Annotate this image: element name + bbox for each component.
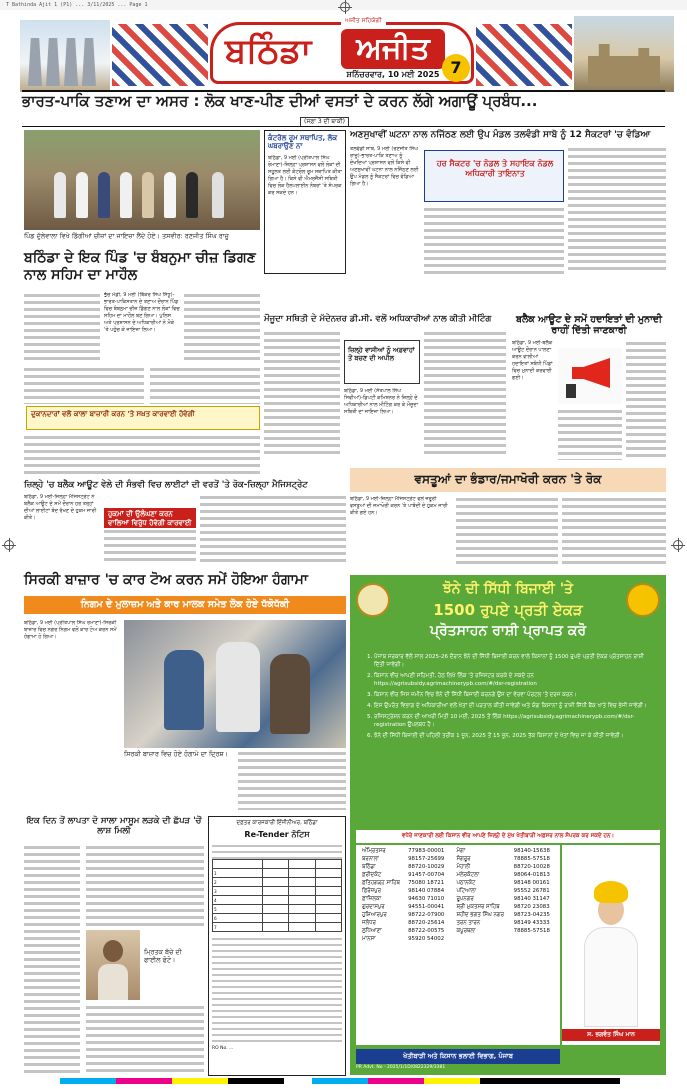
sectors-body: ਤਲਵੰਡੀ ਸਾਬੋ, 9 ਮਈ (ਰਣਜੀਤ ਸਿੰਘ ਰਾਜੂ)-ਭਾਰਤ-ਪਾਕਿ ਤਣਾਅ ਨੂੰ ਦੇਖਦਿਆਂ ਪ੍ਰਸ਼ਾਸਨ ਵਲੋਂ ਕਿਸੇ ਵੀ ਅਣਸੁਖਾਵੀਂ ਘਟਨਾ ਨਾਲ ਨਜਿੱਠਣ ਲਈ ਉਪ ਮੰਡਲ ਨੂੰ ਸੈਕਟਰਾਂ ਵਿਚ ਵੰਡਿਆ ਗਿਆ ਹੈ। [350, 146, 419, 187]
hoarding-body-col2 [456, 496, 558, 564]
chief-minister-portrait [562, 845, 660, 1045]
contact-row [360, 935, 556, 943]
village-photo-caption: ਪਿੰਡ ਦੁੱਲੇਵਾਲਾ ਵਿਖੇ ਡਿੱਗੀਆਂ ਚੀਜ਼ਾਂ ਦਾ ਜਾਇਜ਼ਾ ਲੈਂਦੇ ਹੋਏ। ਤਸਵੀਰ: ਰਣਜੀਤ ਸਿੰਘ ਰਾਜੂ [24, 232, 229, 240]
newspaper-logo [210, 17, 474, 84]
sectors-pull-quote-box [424, 150, 564, 202]
contact-row [360, 895, 556, 903]
district-name: ਫ਼ਰੀਦਕੋਟ [362, 871, 382, 878]
district-name: ਮੋਗਾ [456, 847, 466, 854]
ad-note: ਵਧੇਰੇ ਜਾਣਕਾਰੀ ਲਈ ਕਿਸਾਨ ਵੀਰ ਆਪਣੇ ਜ਼ਿਲ੍ਹੇ ਦੇ ਮੁੱਖ ਖੇਤੀਬਾੜੀ ਅਫ਼ਸਰ ਨਾਲ ਸੰਪਰਕ ਕਰ ਸਕਦੇ ਹਨ। [356, 830, 660, 843]
district-name: ਫ਼ਾਜ਼ਿਲਕਾ [362, 895, 382, 902]
shopkeeper-warning-text: ਦੁਕਾਨਦਾਰਾਂ ਵਲੋਂ ਕਾਲਾ ਬਾਜ਼ਾਰੀ ਕਰਨ 'ਤੇ ਸਖ਼ਤ ਕਾਰਵਾਈ ਹੋਵੇਗੀ [31, 410, 195, 418]
hoarding-body: ਬਠਿੰਡਾ, 9 ਮਈ-ਜ਼ਿਲ੍ਹਾ ਮੈਜਿਸਟ੍ਰੇਟ ਵਲੋਂ ਜ਼ਰੂਰੀ ਵਸਤੂਆਂ ਦੀ ਜਮਾਖੋਰੀ ਕਰਨ 'ਤੇ ਪਾਬੰਦੀ ਦੇ ਹੁਕਮ ਜਾਰੀ ਕੀਤੇ ਗਏ ਹਨ। [350, 496, 448, 516]
tender-terms-text [212, 936, 342, 1046]
district-name: ਪਠਾਨਕੋਟ [456, 879, 476, 886]
blackout-body: ਬਠਿੰਡਾ, 9 ਮਈ-ਬਲੈਕ ਆਊਟ ਦੌਰਾਨ ਪਾਲਣਾ ਕਰਨ ਵਾਲੀਆਂ ਹਦਾਇਤਾਂ ਸਬੰਧੀ ਪਿੰਡਾਂ ਵਿਚ ਮੁਨਾਦੀ ਕਰਵਾਈ ਗਈ। [512, 340, 553, 381]
district-name: ਕਪੂਰਥਲਾ [456, 927, 476, 934]
bazaar-scuffle-photo [124, 620, 346, 748]
district-phone: 88720-10028 [513, 864, 550, 870]
bazaar-body-col3 [238, 750, 346, 810]
ad-title-line2: 1500 ਰੁਪਏ ਪ੍ਰਤੀ ਏਕੜ [433, 601, 583, 619]
lead-headline: ਭਾਰਤ-ਪਾਕਿ ਤਣਾਅ ਦਾ ਅਸਰ : ਲੋਕ ਖਾਣ-ਪੀਣ ਦੀਆਂ ਵਸਤਾਂ ਦੇ ਕਰਨ ਲੱਗੇ ਅਗਾਊਂ ਪ੍ਰਬੰਧ... [22, 92, 538, 110]
village-body-col4 [24, 366, 144, 404]
contact-row [360, 863, 556, 871]
hoarding-banner [350, 468, 666, 492]
district-phone: 78885-57518 [513, 928, 550, 934]
city-name: ਬਠਿੰਡਾ [225, 31, 312, 71]
sectors-body-col2 [424, 206, 564, 274]
control-room-headline: ਕੰਟਰੋਲ ਰੂਮ ਸਥਾਪਿਤ, ਲੋਕ ਘਬਰਾਉਣ ਨਾ [268, 134, 338, 151]
lights-ban-body: ਬਠਿੰਡਾ, 9 ਮਈ-ਜ਼ਿਲ੍ਹਾ ਮੈਜਿਸਟ੍ਰੇਟ ਨੇ ਬਲੈਕ ਆਊਟ ਦੇ ਸਮੇਂ ਦੌਰਾਨ ਹਰ ਤਰ੍ਹਾਂ ਦੀਆਂ ਲਾਈਟਾਂ ਬੰਦ ਰੱਖਣ ਦੇ ਹੁਕਮ ਜਾਰੀ ਕੀਤੇ। [24, 494, 97, 521]
contact-row [360, 927, 556, 935]
dc-meeting-col1 [264, 330, 340, 454]
page-number: 7 [442, 54, 470, 82]
control-room-body: ਬਠਿੰਡਾ, 9 ਮਈ (ਪ੍ਰੀਤਪਾਲ ਸਿੰਘ ਰੋਮਾਣਾ)-ਜ਼ਿਲ੍ਹਾ ਪ੍ਰਸ਼ਾਸਨ ਵਲੋਂ ਲੋਕਾਂ ਦੀ ਸਹੂਲਤ ਲਈ ਕੰਟਰੋਲ ਰੂਮ ਸਥਾਪਿਤ ਕੀਤਾ ਗਿਆ ਹੈ। ਕਿਸੇ ਵੀ ਐਮਰਜੈਂਸੀ ਸਥਿਤੀ ਵਿਚ ਲੋਕ ਹੈਲਪਲਾਈਨ ਨੰਬਰਾਂ 'ਤੇ ਸੰਪਰਕ ਕਰ ਸਕਦੇ ਹਨ। [268, 155, 342, 196]
district-name: ਫ਼ਤਿਹਗੜ੍ਹ ਸਾਹਿਬ [362, 879, 400, 886]
district-phone: 75080 18721 [408, 880, 445, 886]
dc-meeting-headline: ਮੌਜੂਦਾ ਸਥਿਤੀ ਦੇ ਮੱਦੇਨਜ਼ਰ ਡੀ.ਸੀ. ਵਲੋਂ ਅਧਿਕਾਰੀਆਂ ਨਾਲ ਕੀਤੀ ਮੀਟਿੰਗ [264, 314, 492, 324]
village-body: ਭੁੱਚੋ ਮੰਡੀ, 9 ਮਈ (ਬਿੱਕਰ ਸਿੰਘ ਸਿੱਧੂ)-ਭਾਰਤ-ਪਾਕਿਸਤਾਨ ਦੇ ਤਣਾਅ ਦੌਰਾਨ ਪਿੰਡ ਵਿਚ ਬੰਬਨੁਮਾ ਚੀਜ਼ ਡਿੱਗਣ ਨਾਲ ਲੋਕਾਂ ਵਿਚ ਸਹਿਮ ਦਾ ਮਾਹੌਲ ਬਣ ਗਿਆ। ਪੁਲਿਸ ਅਤੇ ਪ੍ਰਸ਼ਾਸਨ ਦੇ ਅਧਿਕਾਰੀਆਂ ਨੇ ਮੌਕੇ 'ਤੇ ਪਹੁੰਚ ਕੇ ਜਾਇਜ਼ਾ ਲਿਆ। [104, 292, 180, 333]
lights-ban-col3 [200, 494, 346, 564]
missing-child-col3 [86, 1004, 204, 1074]
district-phone: 95920 54002 [408, 936, 445, 942]
blackout-body-col2 [558, 408, 622, 460]
district-phone: 98149 43333 [513, 920, 550, 926]
lights-ban-red-label: ਹੁਕਮਾਂ ਦੀ ਉਲੰਘਣਾ ਕਰਨ ਵਾਲਿਆਂ ਵਿਰੁੱਧ ਹੋਵੇਗੀ ਕਾਰਵਾਈ [104, 508, 196, 530]
district-name: ਸ਼ਹੀਦ ਭਗਤ ਸਿੰਘ ਨਗਰ [456, 911, 504, 918]
dc-meeting-box-text: ਜ਼ਿਲ੍ਹੇ ਵਾਸੀਆਂ ਨੂੰ ਅਫ਼ਵਾਹਾਂ ਤੋਂ ਬਚਣ ਦੀ ਅਪੀਲ [348, 346, 415, 362]
tender-row-no: 2 [213, 878, 263, 887]
ad-title-line3: ਪ੍ਰੋਤਸਾਹਨ ਰਾਸ਼ੀ ਪ੍ਰਾਪਤ ਕਰੋ [429, 623, 587, 639]
ad-point: 5. ਰਜਿਸਟ੍ਰੇਸ਼ਨ ਕਰਨ ਦੀ ਆਖਰੀ ਮਿਤੀ 10 ਮਈ, 2025 ਤੋਂ ਲਿੰਕ https://agrisubsidy.agrimachinerypb.com/#/dsr-registration ਉਪਲਬਧ ਹੈ। [374, 713, 656, 729]
tender-table [212, 859, 342, 932]
tender-intro-text [212, 843, 342, 859]
loudspeaker-photo [558, 348, 622, 404]
tender-row-no: 6 [213, 914, 263, 923]
district-contacts [356, 845, 560, 1045]
ad-points-list [364, 653, 656, 743]
district-name: ਸ਼੍ਰੀ ਮੁਕਤਸਰ ਸਾਹਿਬ [456, 903, 500, 910]
district-phone: 77983-00001 [408, 848, 445, 854]
district-name: ਰੂਪਨਗਰ [456, 895, 474, 902]
district-phone: 98722-07900 [408, 912, 445, 918]
missing-child-col2 [86, 844, 204, 926]
registration-mark [340, 2, 350, 12]
registration-mark [4, 540, 14, 550]
district-name: ਲੁਧਿਆਣਾ [362, 927, 382, 934]
agriculture-dept-logo [626, 583, 660, 617]
phulkari-pattern-right [476, 24, 572, 86]
district-phone: 98140 07884 [408, 888, 445, 894]
ad-title-line1: ਝੋਨੇ ਦੀ ਸਿੱਧੀ ਬਿਜਾਈ 'ਤੇ [442, 581, 574, 597]
village-headline: ਬਠਿੰਡਾ ਦੇ ਇਕ ਪਿੰਡ 'ਚ ਬੰਬਨੁਮਾ ਚੀਜ਼ ਡਿਗਣ ਨਾਲ ਸਹਿਮ ਦਾ ਮਾਹੌਲ [24, 250, 256, 283]
district-phone: 98140 31147 [513, 896, 550, 902]
dc-meeting-box [344, 340, 420, 384]
tender-office: ਦਫ਼ਤਰ ਕਾਰਜਕਾਰੀ ਇੰਜੀਨੀਅਰ, ਬਠਿੰਡਾ [236, 820, 318, 826]
district-phone: 95552 26781 [513, 888, 550, 894]
district-name: ਤਰਨ ਤਾਰਨ [456, 919, 481, 926]
bazaar-photo-caption: ਸਿਰਕੀ ਬਾਜ਼ਾਰ ਵਿਚ ਹੋਏ ਹੰਗਾਮੇ ਦਾ ਦ੍ਰਿਸ਼। [124, 750, 229, 758]
district-phone: 78885-57518 [513, 856, 550, 862]
contact-row [360, 903, 556, 911]
ad-point: 1. ਪੰਜਾਬ ਸਰਕਾਰ ਵੱਲੋਂ ਸਾਲ 2025-26 ਦੌਰਾਨ ਝੋਨੇ ਦੀ ਸਿੱਧੀ ਬਿਜਾਈ ਕਰਨ ਵਾਲੇ ਕਿਸਾਨਾਂ ਨੂੰ 1500 ਰੁਪਏ ਪ੍ਰਤੀ ਏਕੜ ਪ੍ਰੋਤਸਾਹਨ ਰਾਸ਼ੀ ਦਿੱਤੀ ਜਾਵੇਗੀ। [374, 653, 656, 669]
district-phone: 98723-04235 [513, 912, 550, 918]
district-phone: 98720 23083 [513, 904, 550, 910]
missing-child-photo [86, 930, 140, 1000]
tender-row-no: 1 [213, 869, 263, 878]
district-name: ਬਰਨਾਲਾ [362, 855, 379, 862]
hoarding-body-col3 [562, 496, 666, 564]
blackout-body-col3 [626, 340, 666, 460]
district-phone: 98148 00161 [513, 880, 550, 886]
ad-department-footer: ਖੇਤੀਬਾੜੀ ਅਤੇ ਕਿਸਾਨ ਭਲਾਈ ਵਿਭਾਗ, ਪੰਜਾਬ [356, 1049, 560, 1064]
village-body-end [24, 434, 260, 474]
district-name: ਜਲੰਧਰ [362, 919, 376, 926]
district-name: ਗੁਰਦਾਸਪੁਰ [362, 903, 385, 910]
village-body-col1 [24, 292, 100, 362]
logo-tag: ਅਜੀਤ ਸਹਿਯੋਗੀ [341, 17, 386, 25]
contact-row [360, 919, 556, 927]
district-phone: 98140-15638 [513, 848, 550, 854]
dc-meeting-col3 [424, 330, 506, 454]
missing-child-col1 [24, 844, 80, 1074]
phulkari-pattern-left [112, 24, 208, 86]
contact-row [360, 855, 556, 863]
ad-point: 3. ਕਿਸਾਨ ਵੀਰ ਜਿਸ ਜ਼ਮੀਨ ਵਿਚ ਝੋਨੇ ਦੀ ਸਿੱਧੀ ਬਿਜਾਈ ਕਰਨਗੇ ਉਸ ਦਾ ਵੇਰਵਾ ਪੋਰਟਲ 'ਤੇ ਦਰਜ ਕਰਨ। [374, 691, 656, 699]
contact-row [360, 911, 556, 919]
bazaar-headline: ਸਿਰਕੀ ਬਾਜ਼ਾਰ 'ਚ ਕਾਰ ਟੋਅ ਕਰਨ ਸਮੇਂ ਹੋਇਆ ਹੰਗਾਮਾ [24, 572, 308, 588]
district-name: ਬਠਿੰਡਾ [362, 863, 376, 870]
print-file-info: T Bathinda Ajit 1 (P1) ... 3/11/2025 ... Page 1 [0, 0, 687, 10]
ad-point: 4. ਇਸ ਉਪਰੰਤ ਵਿਭਾਗ ਦੇ ਅਧਿਕਾਰੀਆਂ ਵਲੋਂ ਖੇਤਾਂ ਦੀ ਪੜਤਾਲ ਕੀਤੀ ਜਾਵੇਗੀ ਅਤੇ ਯੋਗ ਕਿਸਾਨਾਂ ਨੂੰ ਰਾਸ਼ੀ ਸਿੱਧੀ ਬੈਂਕ ਖਾਤੇ ਵਿਚ ਭੇਜੀ ਜਾਵੇਗੀ। [374, 702, 656, 710]
district-phone: 88720-10029 [408, 864, 445, 870]
brand-name: ਅਜੀਤ [341, 29, 445, 69]
district-phone: 91457-00704 [408, 872, 445, 878]
tender-ro-no: RO No. ... [212, 1046, 234, 1051]
contacts-table [360, 847, 556, 943]
dc-meeting-body: ਬਠਿੰਡਾ, 9 ਮਈ (ਸੱਤਪਾਲ ਸਿੰਘ ਸਿਵੀਆਂ)-ਡਿਪਟੀ ਕਮਿਸ਼ਨਰ ਨੇ ਜ਼ਿਲ੍ਹੇ ਦੇ ਅਧਿਕਾਰੀਆਂ ਨਾਲ ਮੀਟਿੰਗ ਕਰ ਕੇ ਮੌਜੂਦਾ ਸਥਿਤੀ ਦਾ ਜਾਇਜ਼ਾ ਲਿਆ। [344, 388, 419, 415]
ad-point: 2. ਕਿਸਾਨ ਵੀਰ ਆਪਣੀ ਸਹਿਮਤੀ, ਹੇਠ ਲਿਖੇ ਲਿੰਕ 'ਤੇ ਰਜਿਸਟਰ ਕਰਕੇ ਦੇ ਸਕਦੇ ਹਨ https://agrisubsidy.agrimachinerypb.com/#/dsr-registration [374, 672, 656, 688]
sectors-pull-quote: ਹਰ ਸੈਕਟਰ 'ਚ ਨੋਡਲ ਤੇ ਸਹਾਇਕ ਨੋਡਲ ਅਧਿਕਾਰੀ ਤਾਇਨਾਤ [436, 159, 554, 178]
tender-row-no: 4 [213, 896, 263, 905]
re-tender-notice [208, 816, 346, 1076]
contact-row [360, 871, 556, 879]
cm-name: ਸ. ਭਗਵੰਤ ਸਿੰਘ ਮਾਨ [562, 1029, 660, 1041]
village-inspection-photo [24, 130, 260, 230]
district-name: ਮਾਨਸਾ [362, 935, 376, 942]
district-phone: 88722-00575 [408, 928, 445, 934]
village-body-col3 [184, 292, 260, 362]
lights-ban-col2 [104, 528, 196, 564]
bazaar-body: ਬਠਿੰਡਾ, 9 ਮਈ (ਪ੍ਰੀਤਪਾਲ ਸਿੰਘ ਰੋਮਾਣਾ)-ਸਿਰਕੀ ਬਾਜ਼ਾਰ ਵਿਚ ਨਗਰ ਨਿਗਮ ਵਲੋਂ ਕਾਰ ਟੋਅ ਕਰਨ ਸਮੇਂ ਹੰਗਾਮਾ ਹੋ ਗਿਆ। [24, 620, 117, 640]
power-plant-photo [20, 20, 110, 92]
blackout-headline: ਬਲੈਕ ਆਊਟ ਦੇ ਸਮੇਂ ਹਦਾਇਤਾਂ ਦੀ ਮੁਨਾਦੀ ਰਾਹੀਂ ਦਿੱਤੀ ਜਾਣਕਾਰੀ [516, 314, 662, 337]
district-name: ਫ਼ਿਰੋਜ਼ਪੁਰ [362, 887, 381, 894]
district-phone: 94551-00041 [408, 904, 445, 910]
tender-row-no: 5 [213, 905, 263, 914]
district-name [450, 935, 511, 943]
punjab-govt-emblem [356, 583, 390, 617]
sectors-body-col3 [568, 146, 666, 274]
bazaar-subheadline: ਨਿਗਮ ਦੇ ਮੁਲਾਜ਼ਮ ਅਤੇ ਕਾਰ ਮਾਲਕ ਸਮੇਤ ਲੋਕ ਹੋਏ ਧੱਕੋਧੱਕੀ [24, 596, 346, 614]
tender-row-no: 7 [213, 923, 263, 932]
ad-point: 6. ਝੋਨੇ ਦੀ ਸਿੱਧੀ ਬਿਜਾਈ ਦੀ ਪਹਿਲੀ ਤਰੀਕ 1 ਜੂਨ, 2025 ਤੋਂ 15 ਜੂਨ, 2025 ਤੱਕ ਕਿਸਾਨਾਂ ਦੇ ਖੇਤਾਂ ਵਿਚ ਜਾ ਕੇ ਕੀਤੀ ਜਾਵੇਗੀ। [374, 732, 656, 740]
section-rule [22, 126, 665, 127]
district-name: ਮਲੇਰਕੋਟਲਾ [456, 871, 480, 878]
district-name: ਅੰਮ੍ਰਿਤਸਰ [362, 847, 386, 854]
district-name: ਸੰਗਰੂਰ [456, 855, 471, 862]
shopkeeper-warning-box [26, 406, 260, 430]
district-phone [512, 935, 556, 943]
edition-date: ਸ਼ਨਿੱਚਰਵਾਰ, 10 ਮਈ 2025 [346, 70, 440, 79]
hoarding-headline: ਵਸਤੂਆਂ ਦਾ ਭੰਡਾਰ/ਜਮਾਖੋਰੀ ਕਰਨ 'ਤੇ ਰੋਕ [414, 472, 602, 486]
district-name: ਮੋਹਾਲੀ [456, 863, 471, 870]
contact-row [360, 847, 556, 855]
district-name: ਪਟਿਆਲਾ [456, 887, 477, 894]
lights-ban-headline: ਜ਼ਿਲ੍ਹੇ 'ਚ ਬਲੈਕ ਆਊਟ ਵੇਲੇ ਦੀ ਸੰਭਵੀ ਵਿਚ ਲਾਈਟਾਂ ਦੀ ਵਰਤੋਂ 'ਤੇ ਰੋਕ-ਜ਼ਿਲ੍ਹਾ ਮੈਜਿਸਟ੍ਰੇਟ [24, 480, 308, 490]
tender-title: Re-Tender ਨੋਟਿਸ [244, 830, 310, 839]
cmyk-color-bar [60, 1078, 620, 1084]
district-phone: 98064-01813 [513, 872, 550, 878]
missing-child-headline: ਇਕ ਦਿਨ ਤੋਂ ਲਾਪਤਾ ਦੋ ਸਾਲਾ ਮਾਸੂਮ ਲੜਕੇ ਦੀ ਛੱਪੜ 'ਚੋਂ ਲਾਸ਼ ਮਿਲੀ [26, 816, 202, 837]
fort-photo [574, 16, 674, 92]
district-name: ਹੁਸ਼ਿਆਰਪੁਰ [362, 911, 387, 918]
control-room-box [264, 130, 346, 274]
district-phone: 94630 71010 [408, 896, 445, 902]
dsr-incentive-advertisement [350, 575, 666, 1075]
missing-child-caption: ਮ੍ਰਿਤਕ ਬੱਚੇ ਦੀ ਫਾਈਲ ਫੋਟੋ। [144, 948, 182, 965]
masthead [8, 12, 679, 92]
district-phone: 98157-25699 [408, 856, 445, 862]
district-phone: 88720-25614 [408, 920, 445, 926]
ad-ro-number: PR Advt. No - 2025/1/1D/0822329/3381 [356, 1065, 446, 1070]
contact-row [360, 887, 556, 895]
tender-row-no: 3 [213, 887, 263, 896]
sectors-headline: ਅਣਸੁਖਾਵੀਂ ਘਟਨਾ ਨਾਲ ਨਜਿੱਠਣ ਲਈ ਉਪ ਮੰਡਲ ਤਲਵੰਡੀ ਸਾਬੋ ਨੂੰ 12 ਸੈਕਟਰਾਂ 'ਚ ਵੰਡਿਆ [350, 130, 651, 140]
village-body-col5 [150, 366, 260, 404]
contact-row [360, 879, 556, 887]
registration-mark [673, 540, 683, 550]
continued-label: (ਸਫ਼ਾ 3 ਦੀ ਬਾਕੀ) [300, 117, 349, 127]
